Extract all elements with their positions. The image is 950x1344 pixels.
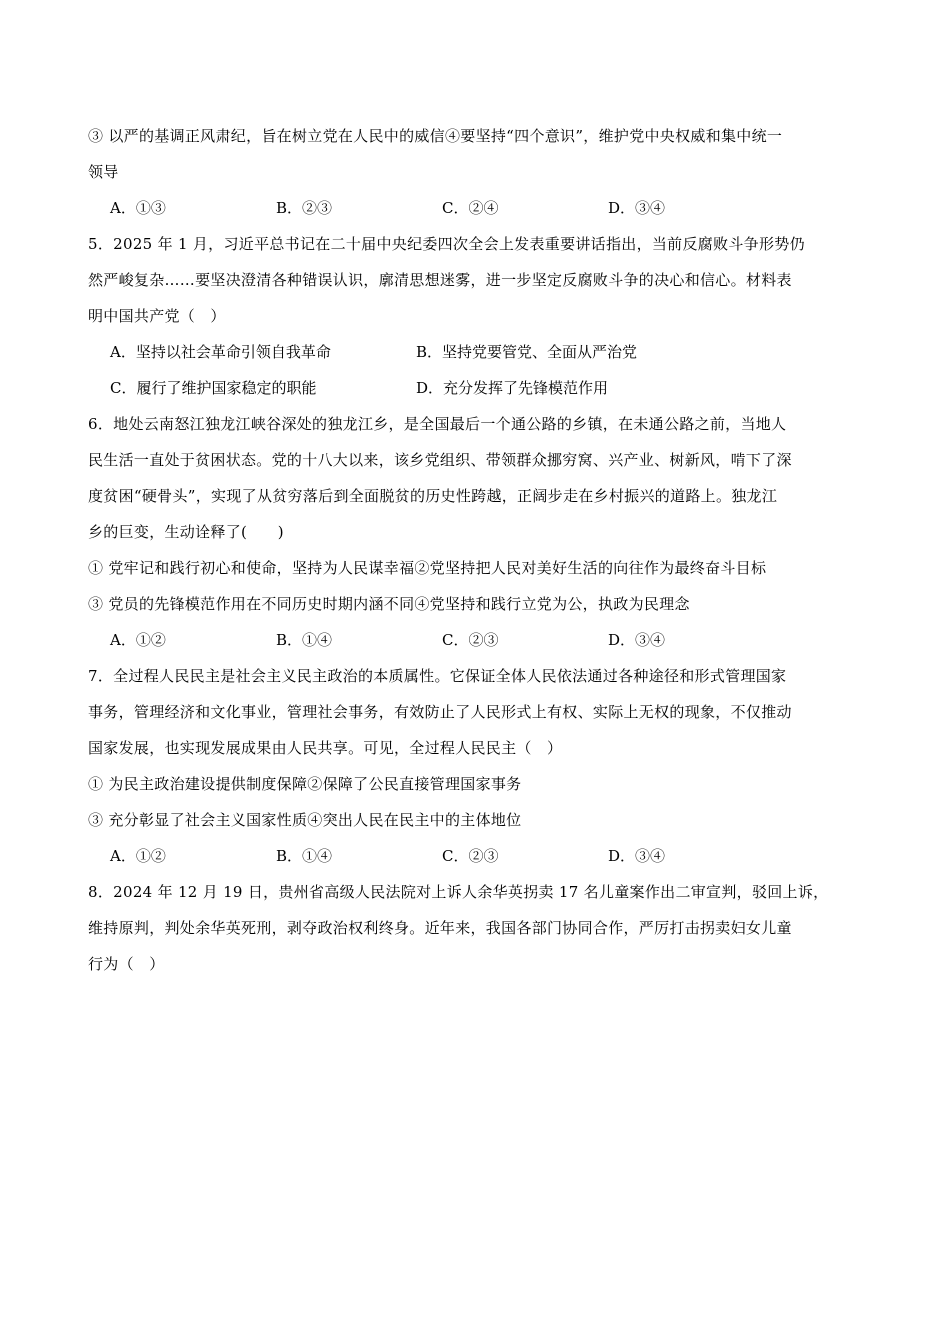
q7-option-b: B．①④ — [276, 847, 333, 865]
q7-option-a: A．①② — [110, 847, 166, 865]
q4-option-a: A．①③ — [110, 199, 166, 217]
exam-page — [88, 118, 868, 982]
q6-stem-line: 6．地处云南怒江独龙江峡谷深处的独龙江乡，是全国最后一个通公路的乡镇，在未通公路之前，当地人 — [88, 415, 787, 433]
q5-options-row2 — [88, 370, 868, 406]
q8-stem-line: 维持原判，判处余华英死刑，剥夺政治权利终身。近年来，我国各部门协同合作，严厉打击拐卖妇女儿童 — [88, 919, 792, 937]
q5-stem-line: 明中国共产党（ ） — [88, 307, 226, 325]
q6-statement-line: ① 党牢记和践行初心和使命，坚持为人民谋幸福②党坚持把人民对美好生活的向往作为最终奋斗目标 — [88, 559, 767, 577]
q7-option-c: C．②③ — [442, 847, 499, 865]
q6-options — [88, 622, 868, 658]
q4-statement-line: 领导 — [88, 163, 119, 181]
q7-stem-line: 国家发展，也实现发展成果由人民共享。可见，全过程人民民主（ ） — [88, 739, 563, 757]
q6-stem-line: 度贫困“硬骨头”，实现了从贫穷落后到全面脱贫的历史性跨越，正阔步走在乡村振兴的道路上。独龙江 — [88, 487, 778, 505]
q5-option-b: B．坚持党要管党、全面从严治党 — [416, 343, 638, 361]
q7-statement-line: ③ 充分彰显了社会主义国家性质④突出人民在民主中的主体地位 — [88, 811, 522, 829]
q7-options — [88, 838, 868, 874]
q6-stem-line: 乡的巨变，生动诠释了( ) — [88, 523, 284, 541]
q6-statement-line: ③ 党员的先锋模范作用在不同历史时期内涵不同④党坚持和践行立党为公，执政为民理念 — [88, 595, 690, 613]
q6-option-a: A．①② — [110, 631, 166, 649]
q8-stem-line: 行为（ ） — [88, 955, 165, 973]
q4-option-d: D．③④ — [608, 199, 666, 217]
q5-stem-line: 5．2025 年 1 月，习近平总书记在二十届中央纪委四次全会上发表重要讲话指出，当前反腐败斗争形势仍 — [88, 235, 805, 253]
q7-stem-line: 事务，管理经济和文化事业，管理社会事务，有效防止了人民形式上有权、实际上无权的现象，不仅推动 — [88, 703, 792, 721]
q5-option-d: D．充分发挥了先锋模范作用 — [416, 379, 609, 397]
q5-option-c: C．履行了维护国家稳定的职能 — [110, 379, 317, 397]
q5-option-a: A．坚持以社会革命引领自我革命 — [110, 343, 331, 361]
q7-statement-line: ① 为民主政治建设提供制度保障②保障了公民直接管理国家事务 — [88, 775, 522, 793]
q6-stem-line: 民生活一直处于贫困状态。党的十八大以来，该乡党组织、带领群众挪穷窝、兴产业、树新风，啃下了深 — [88, 451, 792, 469]
q4-options — [88, 190, 868, 226]
q5-stem-line: 然严峻复杂……要坚决澄清各种错误认识，廓清思想迷雾，进一步坚定反腐败斗争的决心和信心。材料表 — [88, 271, 792, 289]
q6-option-b: B．①④ — [276, 631, 333, 649]
q7-stem-line: 7．全过程人民民主是社会主义民主政治的本质属性。它保证全体人民依法通过各种途径和形式管理国家 — [88, 667, 787, 685]
q6-option-d: D．③④ — [608, 631, 666, 649]
q4-option-b: B．②③ — [276, 199, 333, 217]
q4-statement-line: ③ 以严的基调正风肃纪，旨在树立党在人民中的威信④要坚持“四个意识”，维护党中央权威和集中统一 — [88, 127, 783, 145]
q4-option-c: C．②④ — [442, 199, 499, 217]
q5-options-row1 — [88, 334, 868, 370]
q6-option-c: C．②③ — [442, 631, 499, 649]
q7-option-d: D．③④ — [608, 847, 666, 865]
q8-stem-line: 8．2024 年 12 月 19 日，贵州省高级人民法院对上诉人余华英拐卖 17 名儿童案作出二审宣判，驳回上诉， — [88, 883, 829, 901]
